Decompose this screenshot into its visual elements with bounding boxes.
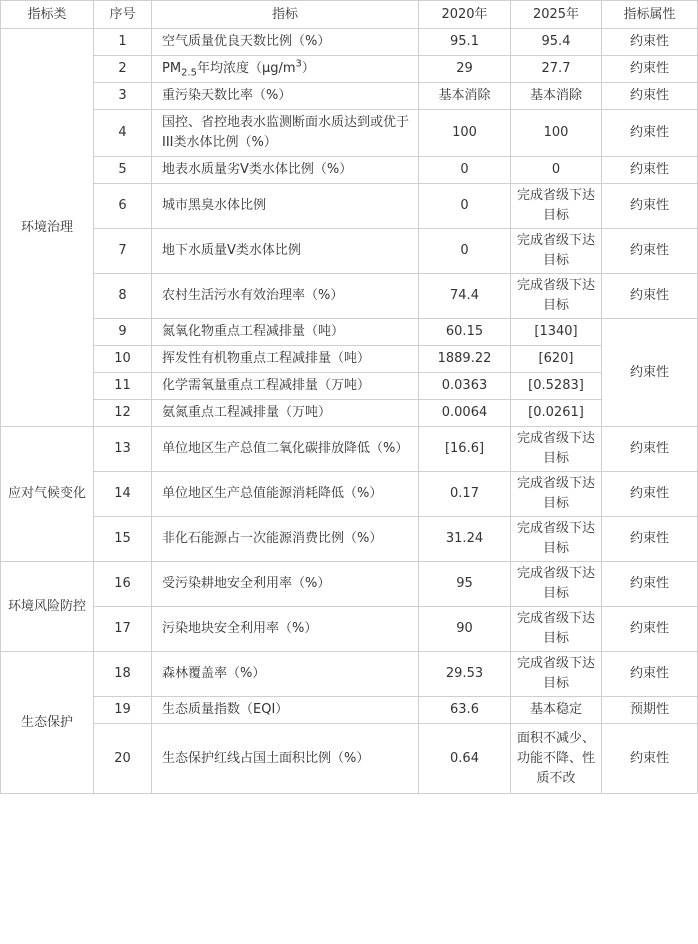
attribute-cell: 约束性 — [602, 562, 698, 607]
category-cell: 应对气候变化 — [1, 427, 94, 562]
table-row — [1, 607, 698, 652]
value-2020: 74.4 — [419, 274, 511, 319]
value-2020: 60.15 — [419, 319, 511, 346]
row-number: 10 — [94, 346, 152, 373]
value-2025: 完成省级下达目标 — [511, 229, 602, 274]
value-2025: 基本稳定 — [511, 697, 602, 724]
row-number: 7 — [94, 229, 152, 274]
table-row — [1, 319, 698, 346]
value-2020: 90 — [419, 607, 511, 652]
value-2025: 100 — [511, 110, 602, 157]
value-2025: 完成省级下达目标 — [511, 427, 602, 472]
indicator-cell: 国控、省控地表水监测断面水质达到或优于III类水体比例（%） — [152, 110, 419, 157]
indicator-cell: 氨氮重点工程减排量（万吨） — [152, 400, 419, 427]
value-2025: 基本消除 — [511, 83, 602, 110]
indicator-pm-subscript: 2.5 — [181, 67, 197, 79]
row-number: 3 — [94, 83, 152, 110]
attribute-cell: 约束性 — [602, 274, 698, 319]
table-row — [1, 472, 698, 517]
value-2025: 0 — [511, 157, 602, 184]
indicator-cell: 城市黑臭水体比例 — [152, 184, 419, 229]
attribute-cell: 约束性 — [602, 517, 698, 562]
value-2020: 29.53 — [419, 652, 511, 697]
indicator-pm-middle: 年均浓度（μg/m — [196, 61, 296, 76]
value-2025: 27.7 — [511, 56, 602, 83]
table-row — [1, 229, 698, 274]
value-2020: 63.6 — [419, 697, 511, 724]
table-row — [1, 346, 698, 373]
value-2020: 0.17 — [419, 472, 511, 517]
value-2025: 完成省级下达目标 — [511, 184, 602, 229]
indicator-cell: 农村生活污水有效治理率（%） — [152, 274, 419, 319]
row-number: 6 — [94, 184, 152, 229]
header-2025: 2025年 — [511, 1, 602, 29]
table-row — [1, 427, 698, 472]
indicator-cell: 森林覆盖率（%） — [152, 652, 419, 697]
header-indicator: 指标 — [152, 1, 419, 29]
value-2025: 完成省级下达目标 — [511, 562, 602, 607]
header-2020: 2020年 — [419, 1, 511, 29]
indicator-cell: 生态保护红线占国土面积比例（%） — [152, 724, 419, 794]
indicator-cell: 重污染天数比率（%） — [152, 83, 419, 110]
attribute-cell: 约束性 — [602, 83, 698, 110]
table-row — [1, 157, 698, 184]
row-number: 20 — [94, 724, 152, 794]
attribute-cell: 约束性 — [602, 229, 698, 274]
table-row — [1, 697, 698, 724]
table-row — [1, 400, 698, 427]
row-number: 11 — [94, 373, 152, 400]
attribute-cell: 约束性 — [602, 319, 698, 427]
attribute-cell: 约束性 — [602, 607, 698, 652]
indicator-cell: 单位地区生产总值能源消耗降低（%） — [152, 472, 419, 517]
attribute-cell: 约束性 — [602, 184, 698, 229]
row-number: 12 — [94, 400, 152, 427]
value-2020: 0 — [419, 229, 511, 274]
value-2020: 29 — [419, 56, 511, 83]
value-2025: 完成省级下达目标 — [511, 607, 602, 652]
indicator-pm-suffix: ） — [301, 61, 315, 76]
value-2020: 0.64 — [419, 724, 511, 794]
header-attribute: 指标属性 — [602, 1, 698, 29]
attribute-cell: 约束性 — [602, 29, 698, 56]
value-2025: [0.0261] — [511, 400, 602, 427]
row-number: 19 — [94, 697, 152, 724]
table-row — [1, 652, 698, 697]
indicator-cell: 单位地区生产总值二氧化碳排放降低（%） — [152, 427, 419, 472]
indicator-cell: 污染地块安全利用率（%） — [152, 607, 419, 652]
category-cell: 环境风险防控 — [1, 562, 94, 652]
value-2020: 31.24 — [419, 517, 511, 562]
value-2025: [0.5283] — [511, 373, 602, 400]
indicator-cell: 生态质量指数（EQI） — [152, 697, 419, 724]
value-2020: 95.1 — [419, 29, 511, 56]
row-number: 2 — [94, 56, 152, 83]
category-cell: 生态保护 — [1, 652, 94, 794]
value-2025: 完成省级下达目标 — [511, 517, 602, 562]
table-row — [1, 83, 698, 110]
row-number: 5 — [94, 157, 152, 184]
table-row — [1, 373, 698, 400]
row-number: 17 — [94, 607, 152, 652]
attribute-cell: 约束性 — [602, 472, 698, 517]
table-row — [1, 29, 698, 56]
header-category: 指标类 — [1, 1, 94, 29]
value-2025: [620] — [511, 346, 602, 373]
attribute-cell: 约束性 — [602, 157, 698, 184]
value-2020: 0 — [419, 184, 511, 229]
value-2020: 1889.22 — [419, 346, 511, 373]
attribute-cell: 约束性 — [602, 724, 698, 794]
table-row — [1, 724, 698, 794]
category-cell: 环境治理 — [1, 29, 94, 427]
indicator-cell: 挥发性有机物重点工程减排量（吨） — [152, 346, 419, 373]
attribute-cell: 约束性 — [602, 56, 698, 83]
row-number: 13 — [94, 427, 152, 472]
table-row — [1, 184, 698, 229]
indicator-pm-superscript: 3 — [295, 58, 302, 70]
value-2025: 95.4 — [511, 29, 602, 56]
value-2020: 0.0363 — [419, 373, 511, 400]
value-2020: 0 — [419, 157, 511, 184]
table-row — [1, 110, 698, 157]
indicator-cell: 非化石能源占一次能源消费比例（%） — [152, 517, 419, 562]
header-row — [1, 1, 698, 29]
indicator-cell: 氮氧化物重点工程减排量（吨） — [152, 319, 419, 346]
row-number: 18 — [94, 652, 152, 697]
indicator-cell: 化学需氧量重点工程减排量（万吨） — [152, 373, 419, 400]
value-2020: 95 — [419, 562, 511, 607]
table-row — [1, 562, 698, 607]
indicator-cell: 受污染耕地安全利用率（%） — [152, 562, 419, 607]
row-number: 8 — [94, 274, 152, 319]
row-number: 9 — [94, 319, 152, 346]
indicator-cell: 空气质量优良天数比例（%） — [152, 29, 419, 56]
value-2025: 完成省级下达目标 — [511, 652, 602, 697]
indicator-cell: 地下水质量V类水体比例 — [152, 229, 419, 274]
value-2025: 完成省级下达目标 — [511, 472, 602, 517]
attribute-cell: 约束性 — [602, 652, 698, 697]
value-2020: 100 — [419, 110, 511, 157]
indicator-cell: 地表水质量劣V类水体比例（%） — [152, 157, 419, 184]
row-number: 4 — [94, 110, 152, 157]
attribute-cell: 预期性 — [602, 697, 698, 724]
value-2025: 完成省级下达目标 — [511, 274, 602, 319]
value-2020: 0.0064 — [419, 400, 511, 427]
indicator-cell — [152, 56, 419, 83]
attribute-cell: 约束性 — [602, 110, 698, 157]
value-2020: 基本消除 — [419, 83, 511, 110]
indicator-pm-prefix: PM — [162, 61, 182, 76]
header-number: 序号 — [94, 1, 152, 29]
row-number: 16 — [94, 562, 152, 607]
table-row — [1, 517, 698, 562]
value-2025: 面积不减少、功能不降、性质不改 — [511, 724, 602, 794]
value-2025: [1340] — [511, 319, 602, 346]
row-number: 1 — [94, 29, 152, 56]
value-2020: [16.6] — [419, 427, 511, 472]
row-number: 14 — [94, 472, 152, 517]
table-row — [1, 56, 698, 83]
row-number: 15 — [94, 517, 152, 562]
attribute-cell: 约束性 — [602, 427, 698, 472]
table-row — [1, 274, 698, 319]
